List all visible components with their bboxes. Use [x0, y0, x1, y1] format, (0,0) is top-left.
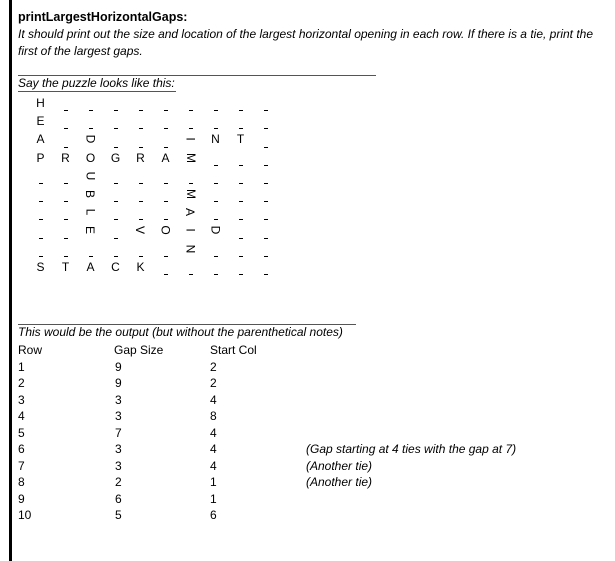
puzzle-blank: [153, 258, 178, 276]
method-description: It should print out the size and location of the largest horizontal opening in each row. If there is a tie, print the first of the largest gaps.: [18, 27, 594, 58]
puzzle-blank: [228, 240, 253, 258]
puzzle-letter-text: P: [36, 150, 45, 165]
puzzle-letter-text: I: [183, 228, 198, 232]
cell-row: 10: [18, 508, 32, 522]
puzzle-letter: [203, 221, 228, 239]
puzzle-blank: [228, 258, 253, 276]
table-row: [18, 375, 608, 392]
puzzle-blank: [28, 240, 53, 258]
puzzle-blank: [103, 203, 128, 221]
puzzle-blank: [203, 258, 228, 276]
table-row: [18, 408, 608, 425]
puzzle-letter: [103, 149, 128, 167]
puzzle-blank: [253, 240, 278, 258]
puzzle-letter: [78, 221, 103, 239]
puzzle-letter-text: M: [183, 152, 198, 163]
puzzle-blank: [103, 221, 128, 239]
puzzle-blank: [253, 94, 278, 112]
table-row: [18, 392, 608, 409]
table-row: [18, 359, 608, 376]
cell-gap-size: 9: [115, 359, 122, 374]
puzzle-letter-text: I: [183, 137, 198, 142]
puzzle-blank: [103, 185, 128, 203]
puzzle-blank: [253, 149, 278, 167]
cell-note: (Another tie): [306, 458, 373, 473]
puzzle-letter-text: A: [161, 150, 170, 165]
puzzle-letter-text: S: [36, 259, 45, 274]
puzzle-blank: [78, 240, 103, 258]
puzzle-letter: [128, 221, 153, 239]
table-row: [18, 441, 608, 458]
puzzle-blank: [103, 112, 128, 130]
puzzle-blank: [153, 240, 178, 258]
puzzle-letter-text: H: [36, 96, 45, 110]
cell-gap-size: 3: [115, 392, 122, 407]
puzzle-letter-text: R: [61, 150, 70, 165]
puzzle-blank: [128, 130, 153, 148]
puzzle-blank: [203, 94, 228, 112]
puzzle-blank: [228, 221, 253, 239]
method-heading: printLargestHorizontalGaps:: [18, 10, 188, 24]
puzzle-letter: [78, 130, 103, 148]
puzzle-letter: [103, 258, 128, 276]
puzzle-blank: [128, 203, 153, 221]
puzzle-letter: [28, 258, 53, 276]
puzzle-blank: [153, 112, 178, 130]
divider: [18, 91, 176, 92]
cell-row: 6: [18, 442, 25, 456]
puzzle-blank: [53, 94, 78, 112]
puzzle-blank: [228, 185, 253, 203]
puzzle-blank: [103, 167, 128, 185]
puzzle-blank: [28, 221, 53, 239]
puzzle-letter: [178, 130, 203, 148]
cell-start-col: 1: [210, 491, 217, 506]
puzzle-letter-text: R: [136, 150, 145, 165]
puzzle-letter: [28, 94, 53, 112]
puzzle-blank: [178, 94, 203, 112]
puzzle-letter-text: A: [183, 208, 198, 217]
cell-row: 2: [18, 376, 25, 390]
left-border-rule: [9, 0, 12, 561]
puzzle-letter: [28, 112, 53, 130]
puzzle-letter-text: L: [83, 208, 98, 216]
puzzle-letter: [128, 258, 153, 276]
puzzle-blank: [203, 149, 228, 167]
puzzle-blank: [153, 203, 178, 221]
cell-start-col: 4: [210, 442, 217, 456]
puzzle-blank: [28, 185, 53, 203]
puzzle-blank: [203, 240, 228, 258]
table-header: [18, 342, 608, 359]
puzzle-blank: [53, 203, 78, 221]
cell-gap-size: 7: [115, 425, 122, 440]
puzzle-letter: [178, 149, 203, 167]
puzzle-letter-text: T: [61, 259, 70, 274]
puzzle-letter-text: A: [86, 259, 95, 274]
puzzle-grid: [28, 94, 278, 276]
puzzle-letter: [53, 149, 78, 167]
puzzle-letter-text: O: [85, 150, 96, 165]
header-row: Row: [18, 343, 43, 357]
puzzle-letter-text: D: [208, 225, 223, 235]
puzzle-intro: Say the puzzle looks like this:: [18, 76, 175, 90]
puzzle-letter-text: M: [183, 188, 198, 199]
puzzle-letter-text: T: [236, 132, 245, 147]
puzzle-letter-text: U: [83, 171, 98, 181]
puzzle-blank: [103, 240, 128, 258]
puzzle-blank: [203, 167, 228, 185]
puzzle-letter: [153, 221, 178, 239]
cell-row: 5: [18, 425, 25, 440]
cell-gap-size: 9: [115, 376, 122, 390]
cell-start-col: 4: [210, 392, 217, 407]
puzzle-letter: [28, 130, 53, 148]
cell-note: (Gap starting at 4 ties with the gap at 7): [306, 442, 517, 456]
puzzle-blank: [128, 112, 153, 130]
cell-start-col: 8: [210, 409, 217, 423]
output-intro: This would be the output (but without the parenthetical notes): [18, 325, 343, 339]
header-start-col: Start Col: [210, 343, 257, 357]
puzzle-blank: [253, 221, 278, 239]
puzzle-letter-text: A: [36, 132, 45, 147]
puzzle-blank: [203, 112, 228, 130]
puzzle-blank: [128, 240, 153, 258]
puzzle-blank: [153, 130, 178, 148]
puzzle-blank: [178, 258, 203, 276]
puzzle-letter: [78, 258, 103, 276]
table-row: [18, 507, 608, 524]
puzzle-blank: [153, 94, 178, 112]
puzzle-letter: [178, 240, 203, 258]
puzzle-blank: [228, 149, 253, 167]
cell-start-col: 2: [210, 359, 217, 374]
cell-start-col: 6: [210, 508, 217, 522]
puzzle-letter: [178, 203, 203, 221]
puzzle-letter-text: D: [83, 135, 98, 144]
puzzle-blank: [153, 185, 178, 203]
puzzle-blank: [28, 167, 53, 185]
puzzle-letter: [28, 149, 53, 167]
puzzle-blank: [128, 94, 153, 112]
puzzle-letter: [78, 167, 103, 185]
cell-row: 4: [18, 409, 25, 423]
puzzle-blank: [103, 130, 128, 148]
puzzle-blank: [228, 203, 253, 221]
cell-row: 9: [18, 491, 25, 506]
puzzle-blank: [53, 130, 78, 148]
puzzle-blank: [78, 112, 103, 130]
puzzle-letter-text: B: [83, 189, 98, 198]
cell-gap-size: 5: [115, 508, 122, 522]
table-row: [18, 425, 608, 442]
puzzle-blank: [178, 112, 203, 130]
puzzle-blank: [128, 167, 153, 185]
puzzle-blank: [128, 185, 153, 203]
puzzle-blank: [203, 185, 228, 203]
puzzle-letter-text: N: [211, 132, 220, 147]
puzzle-blank: [53, 167, 78, 185]
cell-row: 8: [18, 475, 25, 489]
cell-gap-size: 2: [115, 475, 122, 489]
puzzle-letter-text: E: [83, 226, 98, 235]
table-row: [18, 491, 608, 508]
puzzle-blank: [228, 112, 253, 130]
header-gap-size: Gap Size: [114, 343, 164, 357]
puzzle-letter-text: N: [183, 244, 198, 253]
table-body: [18, 359, 608, 524]
puzzle-letter-text: V: [133, 226, 148, 235]
cell-row: 3: [18, 392, 25, 407]
puzzle-blank: [53, 185, 78, 203]
puzzle-blank: [28, 203, 53, 221]
cell-gap-size: 3: [115, 409, 122, 423]
puzzle-letter: [128, 149, 153, 167]
puzzle-letter: [228, 130, 253, 148]
puzzle-blank: [228, 167, 253, 185]
puzzle-letter: [78, 203, 103, 221]
puzzle-letter: [153, 149, 178, 167]
puzzle-blank: [78, 94, 103, 112]
table-row: [18, 458, 608, 475]
cell-start-col: 2: [210, 376, 217, 390]
cell-gap-size: 3: [115, 442, 122, 456]
puzzle-letter-text: C: [111, 259, 120, 274]
puzzle-blank: [53, 221, 78, 239]
puzzle-letter: [78, 149, 103, 167]
puzzle-blank: [178, 167, 203, 185]
puzzle-letter-text: O: [158, 225, 173, 235]
puzzle-letter-text: E: [36, 114, 45, 129]
cell-start-col: 4: [210, 458, 217, 473]
puzzle-blank: [203, 203, 228, 221]
cell-gap-size: 3: [115, 458, 122, 473]
puzzle-blank: [253, 130, 278, 148]
puzzle-letter-text: G: [110, 150, 121, 165]
cell-start-col: 1: [210, 475, 217, 489]
output-table: [18, 342, 608, 524]
puzzle-letter-text: K: [136, 259, 145, 274]
puzzle-letter: [53, 258, 78, 276]
puzzle-blank: [253, 112, 278, 130]
puzzle-letter: [178, 185, 203, 203]
puzzle-letter: [178, 221, 203, 239]
puzzle-letter: [78, 185, 103, 203]
cell-row: 7: [18, 458, 25, 473]
cell-note: (Another tie): [306, 475, 373, 489]
puzzle-blank: [103, 94, 128, 112]
cell-row: 1: [18, 359, 25, 374]
puzzle-blank: [53, 112, 78, 130]
cell-start-col: 4: [210, 425, 217, 440]
puzzle-blank: [253, 258, 278, 276]
puzzle-blank: [228, 94, 253, 112]
puzzle-blank: [253, 167, 278, 185]
puzzle-blank: [253, 185, 278, 203]
puzzle-blank: [153, 167, 178, 185]
cell-gap-size: 6: [115, 491, 122, 506]
puzzle-letter: [203, 130, 228, 148]
table-row: [18, 474, 608, 491]
puzzle-blank: [253, 203, 278, 221]
puzzle-blank: [53, 240, 78, 258]
